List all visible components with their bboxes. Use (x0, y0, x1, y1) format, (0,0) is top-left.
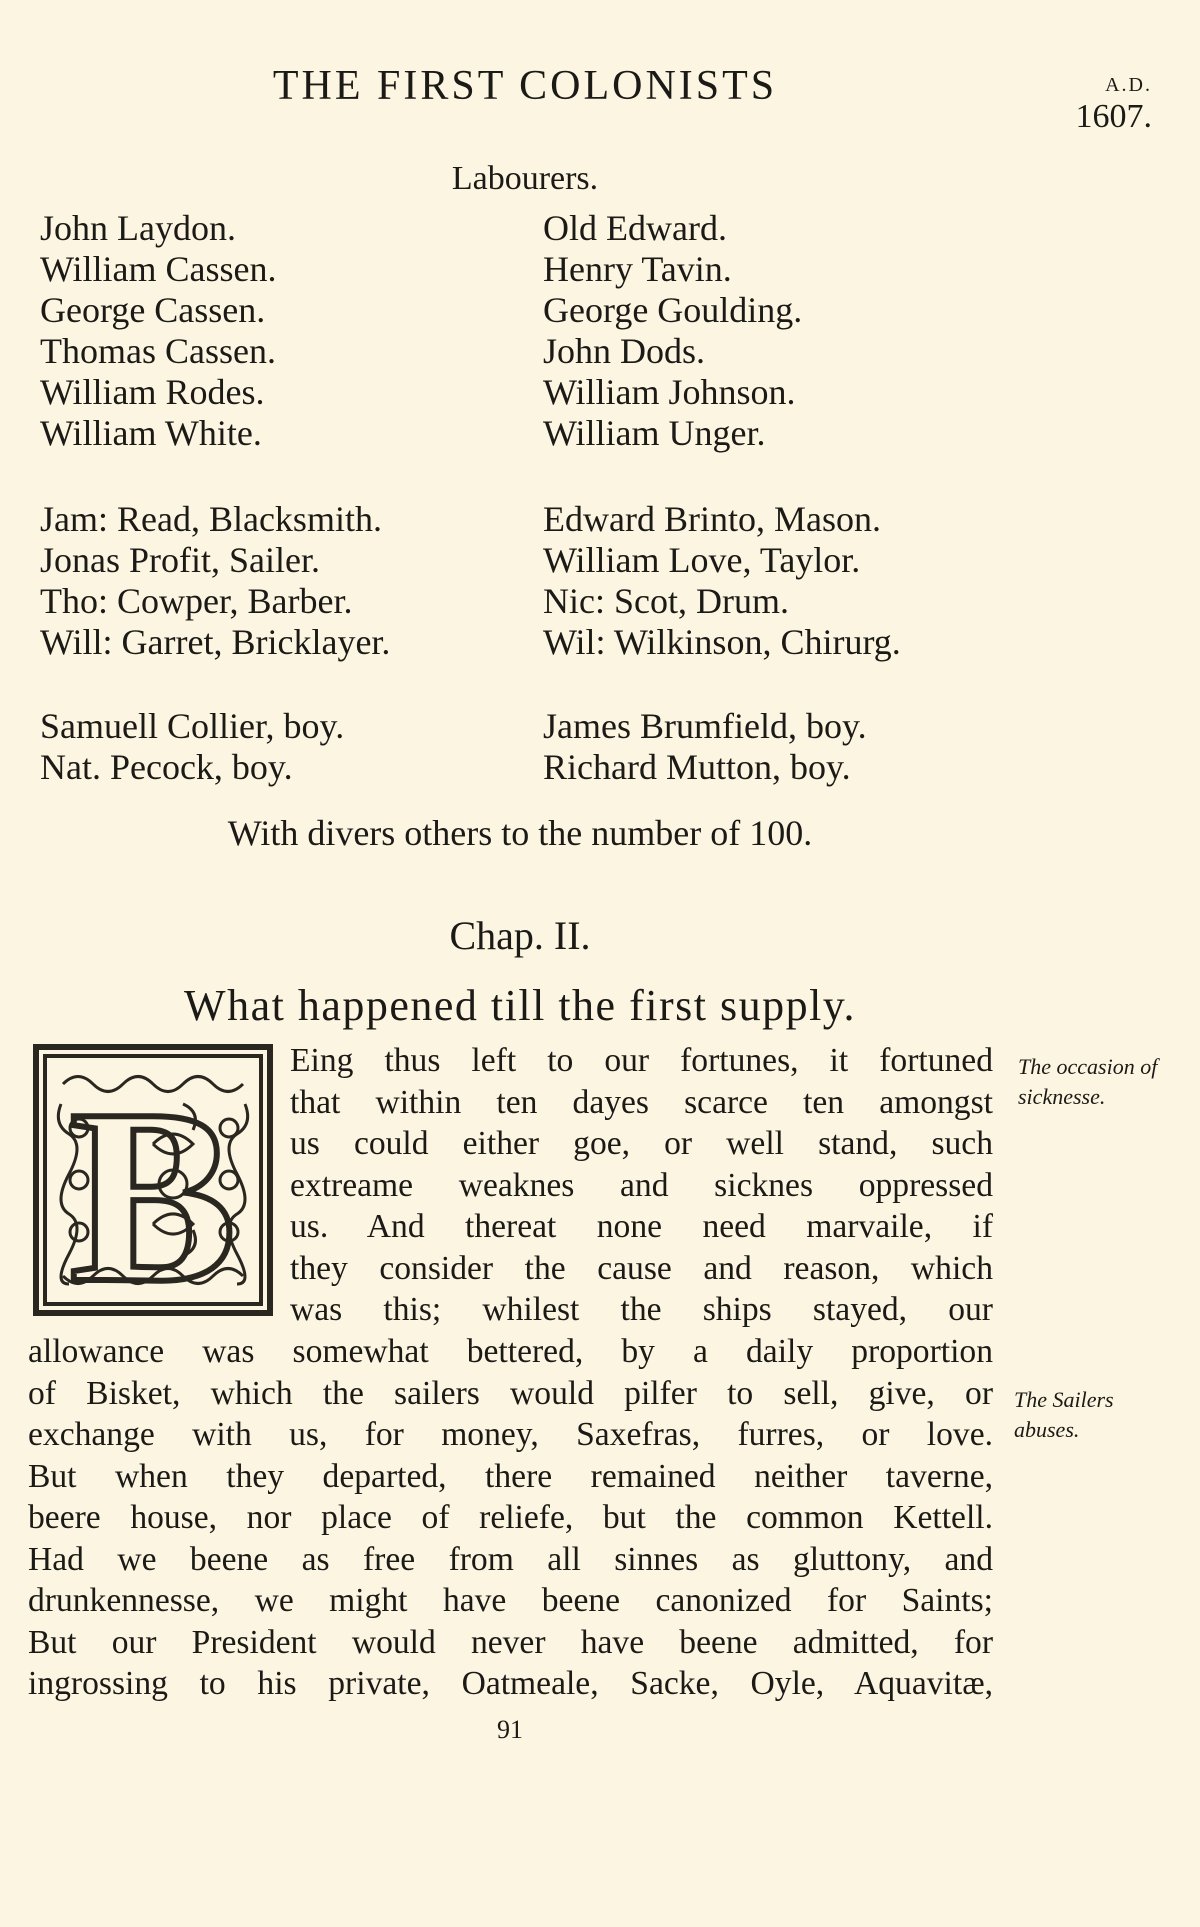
body-paragraph-indented (290, 1040, 993, 1331)
drop-cap-letter: B (69, 1058, 237, 1316)
body-line: Had we beene as free from all sinnes as gluttony, and (28, 1540, 993, 1578)
body-line: they consider the cause and reason, which (290, 1249, 993, 1287)
chapter-number: Chap. II. (449, 913, 591, 958)
margin-date (1076, 74, 1153, 136)
sidenote-line: sicknesse. (1018, 1084, 1106, 1109)
sidenote-sailers-abuses (1014, 1385, 1194, 1445)
body-line: allowance was somewhat bettered, by a daily proportion (28, 1333, 993, 1370)
sidenote-line: abuses. (1014, 1417, 1080, 1442)
name-column-right-group2 (543, 499, 901, 663)
body-line: ingrossing to his private, Oatmeale, Sacke, Oyle, Aquavitæ, (28, 1665, 993, 1702)
name-entry: William White. (40, 413, 262, 453)
name-entry: William Unger. (543, 413, 766, 453)
name-column-left-group3 (40, 706, 344, 788)
running-head: THE FIRST COLONISTS (272, 63, 778, 109)
name-entry: George Cassen. (40, 290, 266, 330)
ornamental-drop-cap (33, 1044, 273, 1316)
sidenote-occasion-of-sicknesse (1018, 1052, 1198, 1112)
name-column-left-group1 (40, 208, 277, 454)
name-entry: William Cassen. (40, 249, 277, 289)
sidenote-line: The Sailers (1014, 1387, 1114, 1412)
name-entry: Thomas Cassen. (40, 331, 276, 371)
name-column-right-group3 (543, 706, 867, 788)
body-line: beere house, nor place of reliefe, but the common Kettell. (28, 1499, 993, 1536)
body-line: But our President would never have beene admitted, for (28, 1623, 993, 1661)
body-line: But when they departed, there remained neither taverne, (28, 1457, 993, 1495)
body-line: us could either goe, or well stand, such (290, 1125, 993, 1162)
body-line: that within ten dayes scarce ten amongst (290, 1083, 993, 1121)
name-entry: George Goulding. (543, 290, 803, 330)
labourers-heading: Labourers. (451, 160, 599, 197)
name-entry: Will: Garret, Bricklayer. (40, 622, 391, 662)
name-entry: Jonas Profit, Sailer. (40, 540, 320, 580)
margin-year: 1607. (1075, 98, 1152, 135)
body-line: was this; whilest the ships stayed, our (290, 1291, 993, 1328)
name-entry: Nic: Scot, Drum. (543, 581, 789, 621)
name-entry: James Brumfield, boy. (543, 706, 867, 746)
name-entry: Edward Brinto, Mason. (543, 499, 881, 539)
name-entry: William Love, Taylor. (543, 540, 861, 580)
name-entry: John Laydon. (40, 208, 236, 248)
name-entry: Jam: Read, Blacksmith. (40, 499, 382, 539)
name-entry: Richard Mutton, boy. (543, 747, 851, 787)
name-entry: William Johnson. (543, 372, 796, 412)
others-note: With divers others to the number of 100. (227, 813, 813, 853)
body-line: exchange with us, for money, Saxefras, furres, or love. (28, 1416, 993, 1453)
name-entry: Tho: Cowper, Barber. (40, 581, 353, 621)
body-paragraph-full (28, 1331, 993, 1705)
name-entry: Wil: Wilkinson, Chirurg. (543, 622, 901, 662)
page-number: 91 (497, 1715, 523, 1744)
body-line: us. And thereat none need marvaile, if (290, 1208, 993, 1245)
name-column-left-group2 (40, 499, 390, 663)
name-entry: Old Edward. (543, 208, 727, 248)
body-line: Eing thus left to our fortunes, it fortuned (290, 1042, 993, 1079)
body-line: drunkennesse, we might have beene canonized for Saints; (28, 1582, 993, 1619)
name-entry: William Rodes. (40, 372, 265, 412)
name-column-right-group1 (543, 208, 802, 454)
name-entry: Henry Tavin. (543, 249, 732, 289)
margin-era: A.D. (1105, 74, 1152, 96)
body-line: extreame weaknes and sicknes oppressed (290, 1166, 993, 1204)
body-line: of Bisket, which the sailers would pilfer to sell, give, or (28, 1374, 993, 1412)
chapter-title: What happened till the first supply. (184, 981, 856, 1030)
name-entry: Nat. Pecock, boy. (40, 747, 293, 787)
name-entry: Samuell Collier, boy. (40, 706, 345, 746)
name-entry: John Dods. (543, 331, 706, 371)
sidenote-line: The occasion of (1018, 1054, 1158, 1079)
